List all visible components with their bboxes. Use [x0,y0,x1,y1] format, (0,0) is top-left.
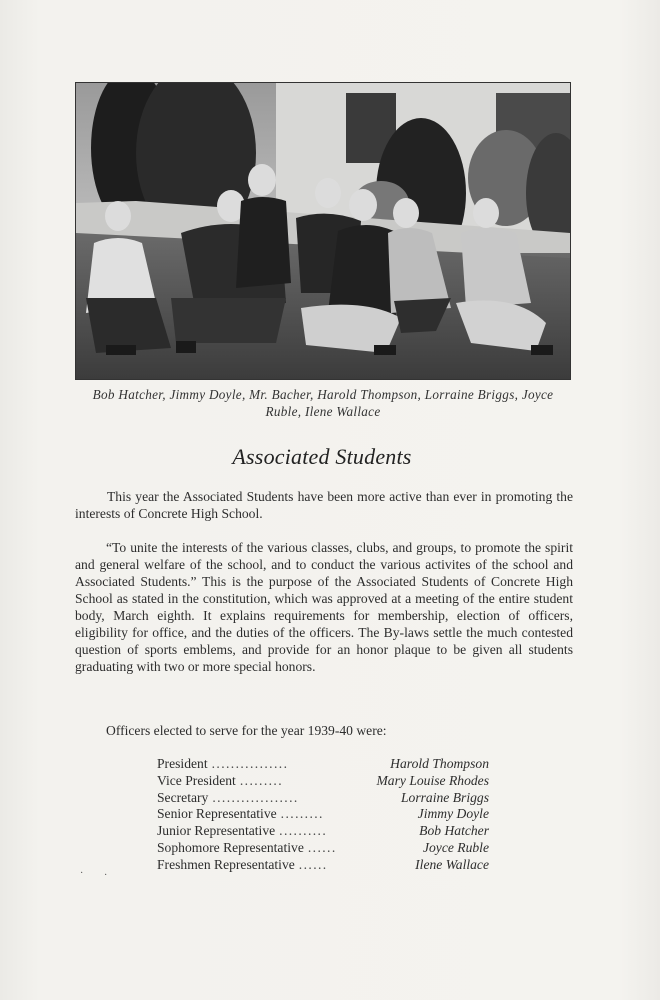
officer-name: Jimmy Doyle [417,806,489,822]
dot-leader: .......... [279,823,328,839]
officer-row [157,773,489,790]
officer-role: Sophomore Representative [157,839,304,855]
officer-row [157,823,489,840]
officers-list [157,756,489,874]
print-speck: · [104,870,108,881]
officer-role: President [157,756,208,771]
group-photo-illustration [76,83,570,379]
dot-leader: ................ [211,756,289,771]
officer-row [157,840,489,857]
photo-caption: Bob Hatcher, Jimmy Doyle, Mr. Bacher, Harold Thompson, Lorraine Briggs, Joyce Ruble, Ilene Wallace [92,387,554,419]
officers-intro: Officers elected to serve for the year 1939-40 were: [106,723,387,738]
print-speck: · [80,868,84,879]
officer-name: Harold Thompson [390,756,489,771]
officer-name: Lorraine Briggs [401,789,489,805]
purpose-paragraph: “To unite the interests of the various classes, clubs, and groups, to promote the spirit and general welfare of the school, and to conduct the various activites of the school and Associated Students.” This is the purpose of the Associated Students of Concrete High School as stated in the constitution, which was approved at a meeting of the entire student body, March eighth. It explains requirements for membership, election of officers, eligibility for office, and the duties of the officers. The By-laws settle the much contested question of sports emblems, and provide for an honor plaque to be given all students graduating with two or more special honors. [75,540,573,674]
dot-leader: ......... [280,806,324,822]
officer-role: Junior Representative [157,823,276,839]
officer-role: Senior Representative [157,806,277,822]
dot-leader: ......... [239,772,284,788]
dot-leader: ...... [298,856,328,872]
officer-name: Joyce Ruble [422,839,489,855]
officer-row [157,857,489,874]
dot-leader: ...... [307,839,337,855]
officer-row [157,806,489,823]
officer-role: Secretary [157,789,209,805]
intro-paragraph: This year the Associated Students have been more active than ever in promoting the interests of Concrete High School. [75,489,573,521]
officer-role: Freshmen Representative [157,856,295,872]
officer-name: Mary Louise Rhodes [376,772,489,788]
officer-name: Ilene Wallace [415,856,489,872]
group-photo [75,82,571,380]
officer-role: Vice President [157,772,236,788]
officer-row [157,756,489,773]
officer-row [157,790,489,807]
section-title: Associated Students [232,444,412,469]
dot-leader: .................. [212,789,299,805]
officer-name: Bob Hatcher [419,823,489,839]
